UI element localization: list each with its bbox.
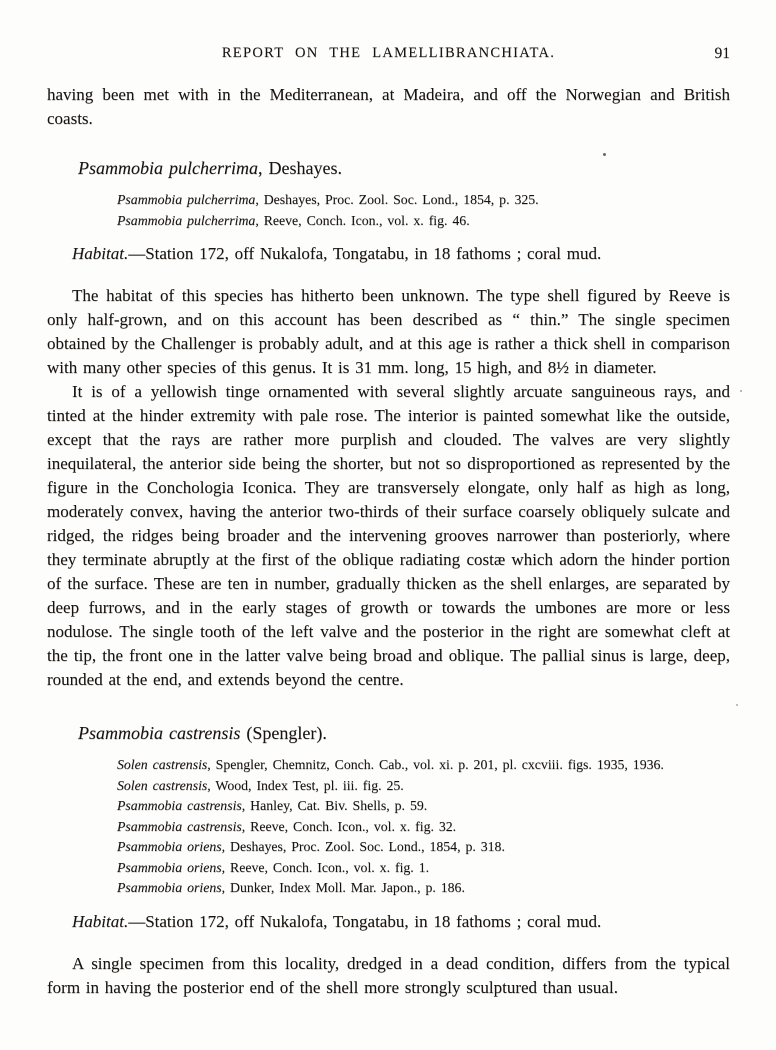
synonymy-entry [117, 755, 730, 776]
synonym-name: Psammobia pulcherrima [117, 212, 256, 228]
synonym-reference: , Hanley, Cat. Biv. Shells, p. 59. [241, 798, 428, 813]
synonym-reference: , Deshayes, Proc. Zool. Soc. Lond., 1854, p. 318. [221, 839, 505, 854]
synonym-name: Solen castrensis [117, 777, 208, 793]
synonym-reference: , Deshayes, Proc. Zool. Soc. Lond., 1854, p. 325. [255, 192, 539, 207]
synonym-reference: , Dunker, Index Moll. Mar. Japon., p. 186. [221, 880, 465, 895]
species-author: (Spengler). [240, 723, 327, 743]
species-name: Psammobia castrensis [78, 723, 241, 743]
habitat-line-castrensis [47, 910, 730, 934]
synonym-reference: , Spengler, Chemnitz, Conch. Cab., vol. xi. p. 201, pl. cxcviii. figs. 1935, 1936. [207, 757, 664, 772]
synonym-name: Psammobia castrensis [117, 818, 242, 834]
synonym-name: Psammobia castrensis [117, 798, 242, 813]
synonymy-entry [117, 817, 730, 838]
running-title: REPORT ON THE LAMELLIBRANCHIATA. [221, 45, 556, 61]
habitat-label: Habitat. [72, 244, 129, 263]
synonym-name: Psammobia oriens [117, 880, 222, 895]
species-name: Psammobia pulcherrima [78, 158, 258, 178]
synonym-reference: , Reeve, Conch. Icon., vol. x. fig. 32. [241, 818, 457, 834]
page-header [47, 0, 730, 62]
document-body [47, 83, 730, 1000]
synonymy-list-castrensis [117, 755, 730, 899]
synonym-name: Psammobia pulcherrima [117, 192, 256, 207]
synonymy-entry [117, 837, 730, 858]
synonymy-entry [117, 858, 730, 879]
intro-paragraph: having been met with in the Mediterranean, at Madeira, and off the Norwegian and British coasts. [47, 85, 730, 128]
page-number: 91 [714, 45, 730, 62]
synonym-name: Psammobia oriens [117, 859, 222, 875]
habitat-text: —Station 172, off Nukalofa, Tongatabu, in 18 fathoms ; coral mud. [128, 244, 602, 263]
synonymy-entry [117, 878, 730, 899]
synonym-reference: , Wood, Index Test, pl. iii. fig. 25. [207, 777, 404, 793]
synonymy-entry [117, 796, 730, 817]
scan-artifact [736, 704, 738, 706]
description-paragraph: It is of a yellowish tinge ornamented with several slightly arcuate sanguineous rays, and tinted at the hinder extremity with pale rose. The interior is painted somewhat like the outside, except that the rays are rather more purplish and clouded. The valves are very slightly inequilateral, the anterior side being the shorter, but not so disproportioned as represented by the figure in the Conchologia Iconica. They are transversely elongate, only half as high as long, moderately convex, having the anterior two-thirds of their surface coarsely obliquely sulcate and ridged, the ridges being broader and the intervening grooves narrower than posteriorly, where they terminate abruptly at the first of the oblique radiating costæ which adorn the hinder portion of the surface. These are ten in number, gradually thicken as the shell enlarges, are separated by deep furrows, and in the early stages of growth or towards the umbones are more or less nodulose. The single tooth of the left valve and the posterior in the right are somewhat cleft at the tip, the front one in the latter valve being broad and oblique. The pallial sinus is large, deep, rounded at the end, and extends beyond the centre. [47, 382, 730, 689]
synonymy-list-pulcherrima [117, 190, 730, 231]
species-heading-castrensis [78, 722, 730, 744]
habitat-text: —Station 172, off Nukalofa, Tongatabu, in 18 fathoms ; coral mud. [128, 911, 602, 931]
synonymy-entry [117, 190, 730, 211]
synonymy-entry [117, 776, 730, 797]
habitat-line-pulcherrima [47, 242, 730, 266]
synonym-reference: , Reeve, Conch. Icon., vol. x. fig. 46. [255, 212, 470, 228]
scan-artifact [603, 153, 606, 156]
species-heading-pulcherrima [78, 157, 730, 179]
description-paragraph: The habitat of this species has hitherto been unknown. The type shell figured by Reeve is only half-grown, and on this account has been described as “ thin.” The single specimen obtained by the Challenger is probably adult, and at this age is rather a thick shell in comparison with many other species of this genus. It is 31 mm. long, 15 high, and 8½ in diameter. [47, 286, 730, 377]
species-author: , Deshayes. [258, 158, 342, 178]
habitat-label: Habitat. [72, 911, 129, 931]
synonym-name: Solen castrensis [117, 757, 208, 772]
synonymy-entry [117, 211, 730, 232]
description-paragraph: A single specimen from this locality, dredged in a dead condition, differs from the typical form in having the posterior end of the shell more strongly sculptured than usual. [47, 953, 730, 997]
scan-artifact [740, 390, 742, 392]
synonym-name: Psammobia oriens [117, 839, 222, 854]
synonym-reference: , Reeve, Conch. Icon., vol. x. fig. 1. [221, 859, 430, 875]
